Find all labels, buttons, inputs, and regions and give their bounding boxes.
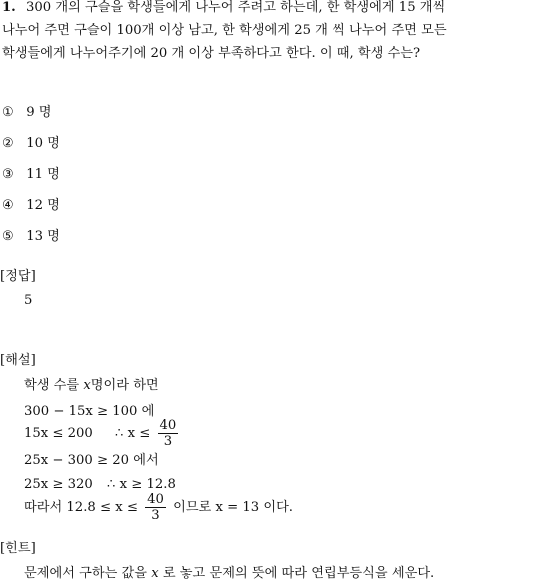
solution-l1-var: x (83, 378, 91, 393)
choice-5[interactable] (2, 229, 60, 245)
choice-5-mark: ⑤ (2, 229, 14, 244)
choice-1-mark: ① (2, 105, 14, 120)
question-line-3: 학생들에게 나누어주기에 20 개 이상 부족하다고 한다. 이 때, 학생 수는? (2, 46, 421, 61)
answer-label: [정답] (0, 269, 36, 284)
solution-l5-b: ∴ x ≥ 12.8 (107, 477, 176, 492)
choice-3-text: 11 명 (26, 167, 60, 182)
solution-line-4: 25x − 300 ≥ 20 에서 (24, 453, 159, 468)
choice-1[interactable] (2, 105, 52, 121)
question-line-1 (2, 0, 445, 16)
solution-l5-a: 25x ≥ 320 (24, 477, 93, 492)
fraction-40-over-3 (158, 418, 179, 449)
solution-line-6 (24, 492, 293, 524)
solution-l6-a: 따라서 12.8 ≤ x ≤ (24, 500, 138, 515)
fraction-denominator: 3 (163, 434, 173, 449)
solution-l3-a: 15x ≤ 200 (24, 426, 93, 441)
solution-l1-a: 학생 수를 (24, 378, 84, 393)
hint-text-b: 로 놓고 문제의 뜻에 따라 연립부등식을 세운다. (158, 566, 435, 581)
question-line-2: 나누어 주면 구슬이 100개 이상 남고, 한 학생에게 25 개 씩 나누어 주면 모든 (2, 23, 447, 38)
choice-2-text: 10 명 (26, 136, 60, 151)
answer-value: 5 (24, 293, 33, 308)
solution-line-3 (24, 418, 181, 450)
question-number: 1. (2, 0, 16, 15)
hint-text-a: 문제에서 구하는 값을 (24, 566, 152, 581)
hint-text (24, 566, 434, 582)
choice-2[interactable] (2, 136, 60, 152)
question-text-1: 300 개의 구슬을 학생들에게 나누어 주려고 하는데, 한 학생에게 15 개씩 (25, 0, 446, 15)
solution-line-2: 300 − 15x ≥ 100 에 (24, 404, 155, 419)
solution-label: [해설] (0, 353, 36, 368)
solution-line-1 (24, 378, 159, 394)
hint-var: x (151, 566, 159, 581)
hint-label: [힌트] (0, 541, 36, 556)
choice-5-text: 13 명 (26, 229, 60, 244)
solution-l1-b: 명이라 하면 (90, 378, 159, 393)
choice-4-text: 12 명 (26, 198, 60, 213)
choice-3-mark: ③ (2, 167, 14, 182)
fraction-40-over-3-b (145, 492, 166, 523)
fraction-denominator-b: 3 (151, 508, 160, 523)
solution-line-5 (24, 477, 176, 493)
choice-3[interactable] (2, 167, 60, 183)
choice-4[interactable] (2, 198, 60, 214)
fraction-numerator-b: 40 (147, 492, 164, 507)
choice-4-mark: ④ (2, 198, 14, 213)
choice-1-text: 9 명 (26, 105, 52, 120)
solution-l6-b: 이므로 x = 13 이다. (173, 500, 294, 515)
solution-l3-b: ∴ x ≤ (115, 426, 151, 441)
choice-2-mark: ② (2, 136, 14, 151)
fraction-numerator: 40 (159, 418, 177, 433)
